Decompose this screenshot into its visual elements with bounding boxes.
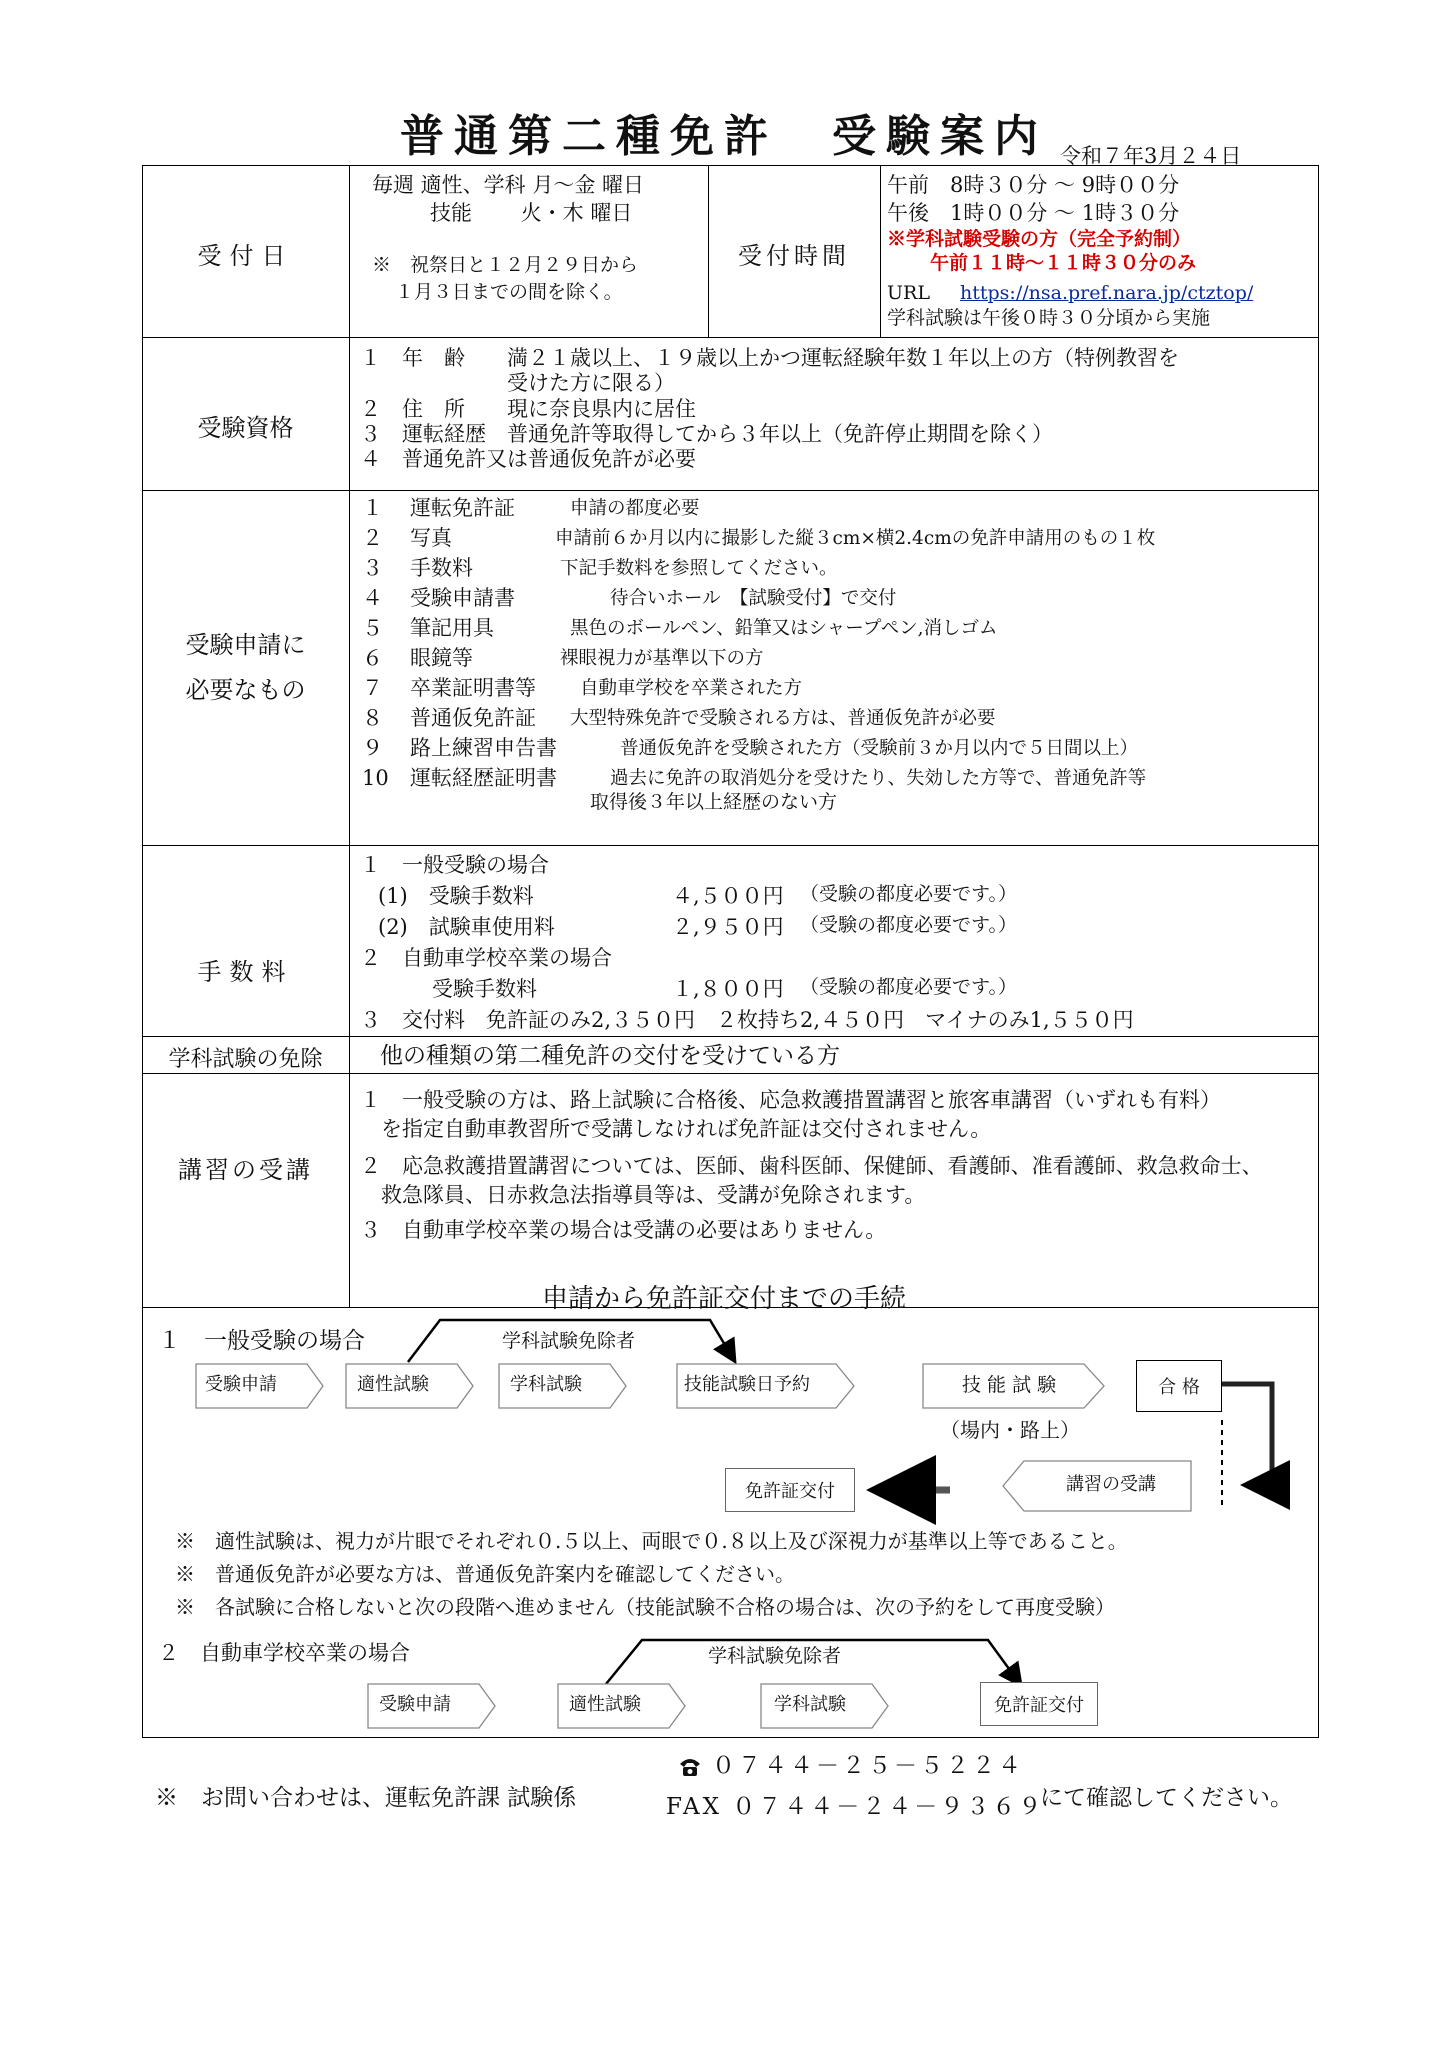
- footer-prefix: ※ お問い合わせは、運転免許課 試験係: [155, 1785, 577, 1811]
- requirement-name: 普通仮免許証: [410, 706, 536, 730]
- footer-tel: ０７４４－２５－５２２４: [712, 1753, 1024, 1779]
- step-course: 講習の受講: [1066, 1474, 1156, 1495]
- reception-label: 受付日: [197, 242, 294, 270]
- requirement-desc: 大型特殊免許で受験される方は、普通仮免許が必要: [570, 708, 996, 729]
- course-line: １ 一般受験の方は、路上試験に合格後、応急救護措置講習と旅客車講習（いずれも有料）: [360, 1088, 1221, 1112]
- flow-title: 申請から免許証交付までの手続: [541, 1284, 906, 1314]
- flow-case-2: ２ 自動車学校卒業の場合: [158, 1641, 410, 1665]
- fees-heading-2: ２ 自動車学校卒業の場合: [360, 946, 612, 970]
- exempt-label-1: 学科試験免除者: [502, 1330, 636, 1352]
- requirement-number: ７: [362, 676, 383, 700]
- time-red-1: ※学科試験受験の方（完全予約制）: [887, 228, 1192, 250]
- requirements-label-1: 受験申請に: [185, 631, 306, 659]
- qualification-label: 受験資格: [197, 414, 294, 442]
- requirement-number: １: [362, 496, 383, 520]
- requirement-desc: 普通仮免許を受験された方（受験前３か月以内で５日間以上）: [620, 738, 1139, 759]
- requirement-name: 筆記用具: [410, 616, 494, 640]
- step-issue: 免許証交付: [725, 1468, 855, 1512]
- time-am: 午前 8時３０分 ～ 9時００分: [887, 173, 1180, 197]
- page-title: 普通第二種免許 受験案内: [400, 111, 1048, 162]
- flow-note: ※ 各試験に合格しないと次の段階へ進めません（技能試験不合格の場合は、次の予約をして再度受験）: [175, 1595, 1115, 1619]
- requirement-10-continued: 取得後３年以上経歴のない方: [590, 791, 838, 813]
- issue-date: 令和７年3月２４日: [1060, 144, 1242, 168]
- qualification-line: ３ 運転経歴 普通免許等取得してから３年以上（免許停止期間を除く）: [360, 422, 1053, 446]
- requirement-number: ５: [362, 616, 383, 640]
- requirement-name: 路上練習申告書: [410, 736, 557, 760]
- reception-days-2: 技能 火・木 曜日: [430, 201, 633, 225]
- step-aptitude: 適性試験: [357, 1374, 429, 1395]
- requirement-number: ６: [362, 646, 383, 670]
- fee-2-note: （受験の都度必要です。）: [800, 914, 1017, 936]
- phone-icon: [678, 1756, 702, 1778]
- requirement-name: 眼鏡等: [410, 646, 473, 670]
- requirement-desc: 下記手数料を参照してください。: [560, 558, 838, 579]
- requirement-desc: 申請の都度必要: [570, 498, 700, 519]
- fee-2-amount: ２,９５０円: [672, 915, 784, 939]
- requirements-label-2: 必要なもの: [185, 676, 306, 704]
- time-red-2: 午前１１時～１１時３０分のみ: [930, 252, 1197, 274]
- course-line: 救急隊員、日赤救急法指導員等は、受講が免除されます。: [360, 1183, 926, 1207]
- url-label: URL: [887, 282, 930, 304]
- fee-3-note: （受験の都度必要です。）: [800, 976, 1017, 998]
- exemption-text: 他の種類の第二種免許の交付を受けている方: [380, 1043, 840, 1069]
- footer-fax: FAX ０７４４－２４－９３６９: [666, 1794, 1045, 1820]
- flow-note: ※ 適性試験は、視力が片眼でそれぞれ０.５以上、両眼で０.８以上及び深視力が基準以上等であること。: [175, 1529, 1128, 1553]
- course-line: を指定自動車教習所で受講しなければ免許証は交付されません。: [360, 1117, 992, 1141]
- requirement-number: ９: [362, 736, 383, 760]
- requirement-number: ４: [362, 586, 383, 610]
- course-line: ２ 応急救護措置講習については、医師、歯科医師、保健師、看護師、准看護師、救急救命士、: [360, 1154, 1263, 1178]
- reception-time-label: 受付時間: [738, 242, 850, 270]
- fees-label: 手数料: [197, 958, 294, 986]
- step2-aptitude: 適性試験: [569, 1694, 641, 1715]
- fee-2-name: (2) 試験車使用料: [378, 915, 555, 939]
- flow-note: ※ 普通仮免許が必要な方は、普通仮免許案内を確認してください。: [175, 1562, 795, 1586]
- time-pm: 午後 1時００分 ～ 1時３０分: [887, 201, 1180, 225]
- footer-suffix: にて確認してください。: [1040, 1785, 1293, 1811]
- requirement-name: 写真: [410, 526, 452, 550]
- qualification-line: １ 年 齢 満２１歳以上、１９歳以上かつ運転経験年数１年以上の方（特例教習を: [360, 346, 1179, 370]
- fees-heading-1: １ 一般受験の場合: [360, 853, 549, 877]
- requirement-desc: 黒色のボールペン、鉛筆又はシャープペン,消しゴム: [570, 618, 998, 639]
- course-line: ３ 自動車学校卒業の場合は受講の必要はありません。: [360, 1218, 887, 1242]
- reception-note-2: １月３日までの間を除く。: [395, 281, 623, 303]
- step-apply: 受験申請: [205, 1374, 277, 1395]
- requirement-number: ３: [362, 556, 383, 580]
- requirement-desc: 待合いホール 【試験受付】で交付: [610, 588, 897, 609]
- step2-issue: 免許証交付: [980, 1682, 1098, 1726]
- step-reserve: 技能試験日予約: [684, 1374, 810, 1395]
- requirement-name: 手数料: [410, 556, 473, 580]
- requirement-desc: 申請前６か月以内に撮影した縦３cm×横2.4cmの免許申請用のもの１枚: [555, 528, 1156, 549]
- reception-note-1: ※ 祝祭日と１２月２９日から: [372, 254, 639, 276]
- pass-to-course-arrow: [1222, 1384, 1272, 1485]
- qualification-line: ２ 住 所 現に奈良県内に居住: [360, 397, 696, 421]
- exempt-label-2: 学科試験免除者: [708, 1645, 842, 1667]
- exam-start-note: 学科試験は午後０時３０分頃から実施: [887, 307, 1211, 329]
- reception-days-1: 毎週 適性、学科 月～金 曜日: [372, 173, 645, 197]
- requirement-name: 受験申請書: [410, 586, 515, 610]
- requirement-number: ２: [362, 526, 383, 550]
- qualification-line: ４ 普通免許又は普通仮免許が必要: [360, 447, 696, 471]
- fee-1-name: (1) 受験手数料: [378, 884, 534, 908]
- step-written: 学科試験: [510, 1374, 582, 1395]
- requirement-number: 10: [362, 766, 389, 790]
- fee-1-amount: ４,５００円: [672, 884, 784, 908]
- exemption-label: 学科試験の免除: [168, 1047, 323, 1072]
- fee-1-note: （受験の都度必要です。）: [800, 883, 1017, 905]
- requirement-desc: 裸眼視力が基準以下の方: [560, 648, 764, 669]
- step-skill: 技 能 試 験: [962, 1374, 1057, 1396]
- flow-case-1: １ 一般受験の場合: [158, 1328, 365, 1354]
- url-link[interactable]: https://nsa.pref.nara.jp/ctztop/: [960, 282, 1254, 304]
- step2-apply: 受験申請: [379, 1694, 451, 1715]
- course-label: 講習の受講: [178, 1156, 313, 1184]
- requirement-desc: 過去に免許の取消処分を受けたり、失効した方等で、普通免許等: [610, 768, 1147, 789]
- requirement-name: 卒業証明書等: [410, 676, 536, 700]
- requirement-name: 運転免許証: [410, 496, 515, 520]
- step2-written: 学科試験: [774, 1694, 846, 1715]
- qualification-line: 受けた方に限る）: [360, 371, 675, 395]
- fee-3-amount: １,８００円: [672, 977, 784, 1001]
- skill-sub: （場内・路上）: [940, 1418, 1080, 1442]
- fee-3-name: 受験手数料: [432, 977, 537, 1001]
- requirement-desc: 自動車学校を卒業された方: [580, 678, 803, 699]
- fees-heading-3: ３ 交付料 免許証のみ2,３５０円 ２枚持ち2,４５０円 マイナのみ1,５５０円: [360, 1008, 1134, 1032]
- step-pass: 合 格: [1136, 1360, 1222, 1412]
- requirement-name: 運転経歴証明書: [410, 766, 557, 790]
- requirement-number: ８: [362, 706, 383, 730]
